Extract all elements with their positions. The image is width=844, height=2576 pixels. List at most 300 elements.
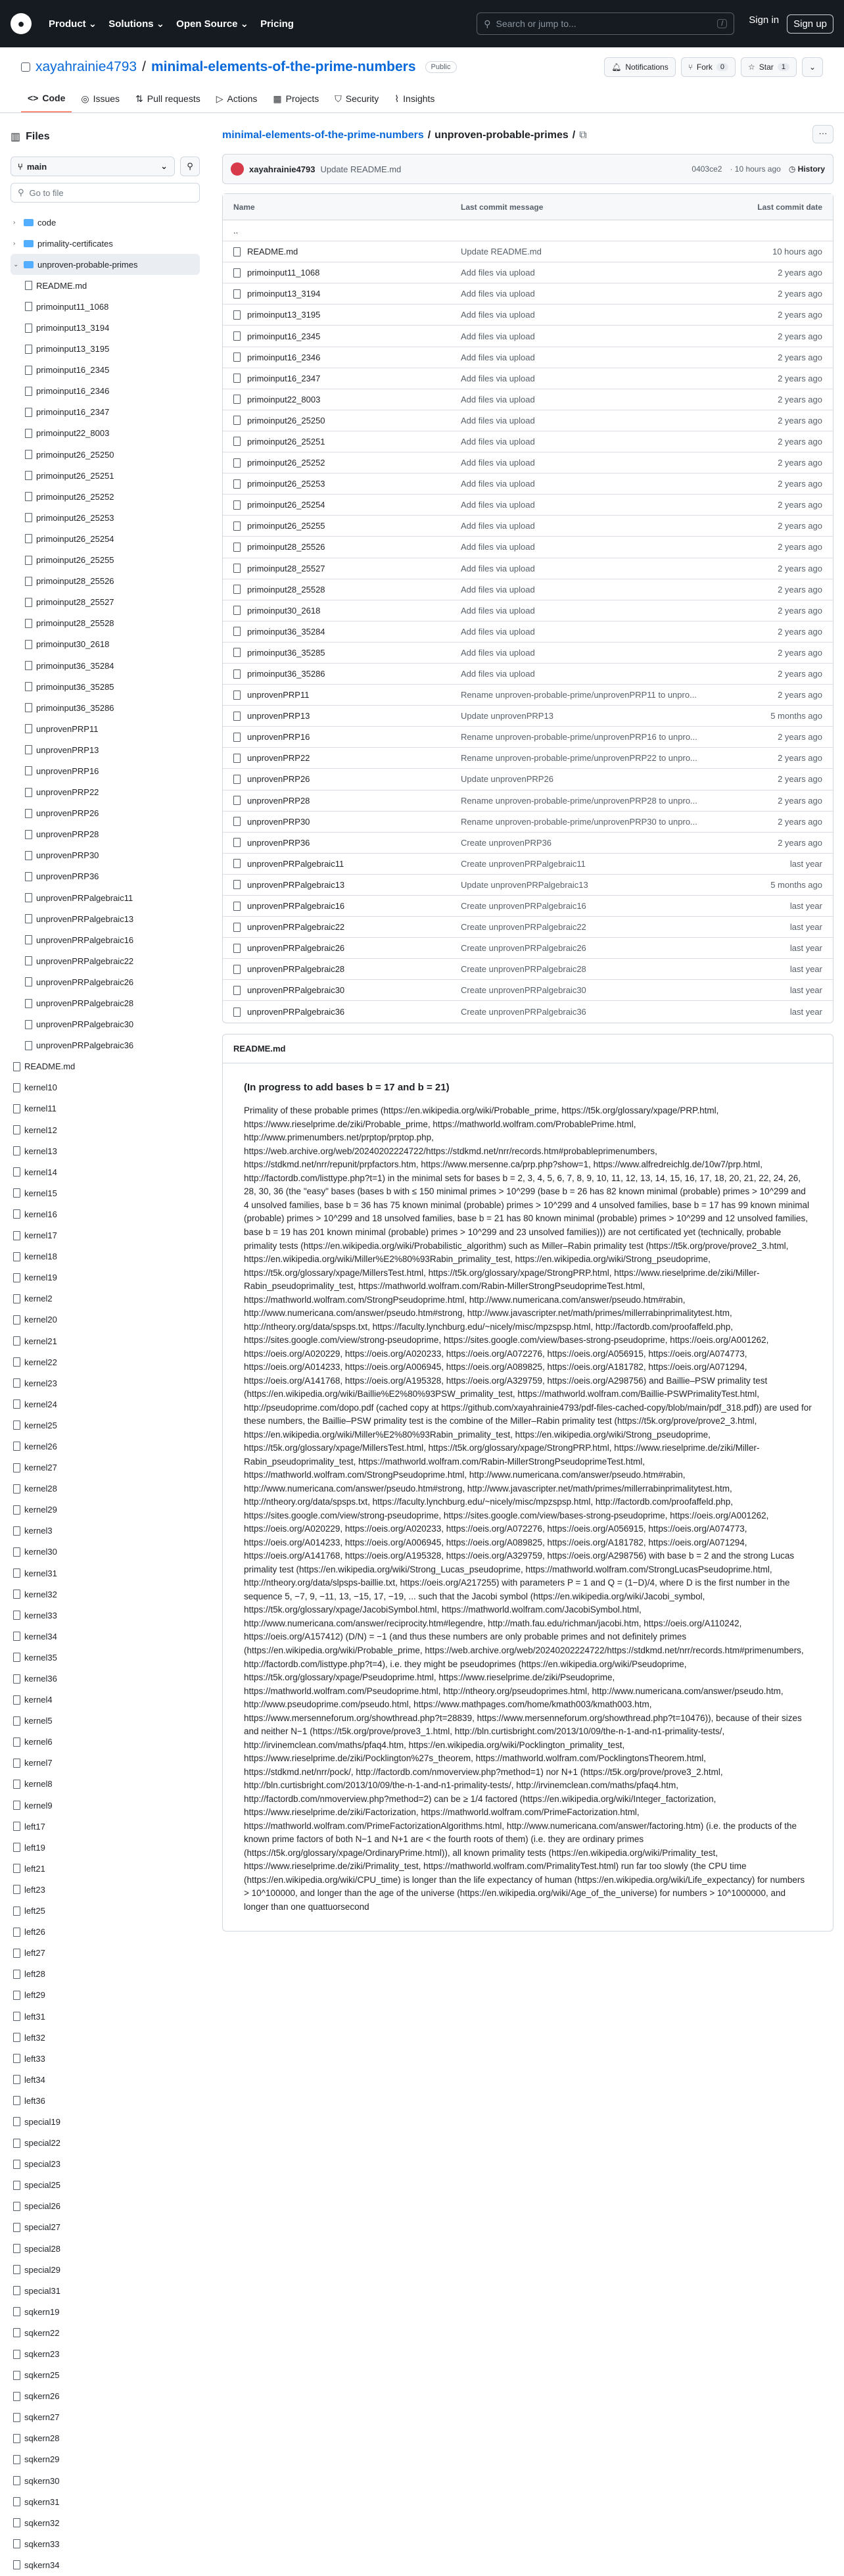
nav-pricing[interactable] xyxy=(260,18,294,30)
table-row[interactable] xyxy=(223,516,833,537)
commit-message-link[interactable]: Add files via upload xyxy=(461,521,535,531)
file-name-link[interactable]: primoinput26_25255 xyxy=(247,521,325,531)
global-search-input[interactable] xyxy=(477,12,734,35)
file-name-link[interactable]: primoinput13_3194 xyxy=(247,289,321,299)
file-name-link[interactable]: primoinput26_25252 xyxy=(247,458,325,468)
commit-message-link[interactable]: Update README.md xyxy=(461,247,542,257)
file-name-link[interactable]: unprovenPRP26 xyxy=(247,774,310,785)
file-name-link[interactable]: primoinput26_25250 xyxy=(247,415,325,425)
star-button[interactable] xyxy=(741,57,797,77)
commit-message-link[interactable]: Rename unproven-probable-prime/unprovenPRP28 to unpro... xyxy=(461,795,697,806)
table-row[interactable] xyxy=(223,621,833,643)
file-icon xyxy=(13,2518,20,2527)
commit-message-link[interactable]: Create unprovenPRP36 xyxy=(461,837,552,848)
tree-item-label: primoinput36_35284 xyxy=(36,660,114,671)
tree-file[interactable] xyxy=(11,2238,200,2259)
commit-message-link[interactable]: Add files via upload xyxy=(461,415,535,425)
tree-file[interactable] xyxy=(11,1837,200,1858)
file-name-link[interactable]: primoinput26_25253 xyxy=(247,479,325,489)
tree-file[interactable] xyxy=(11,2301,200,2322)
tree-file[interactable] xyxy=(11,1309,200,1330)
commit-author-link[interactable]: xayahrainie4793 xyxy=(249,164,316,174)
tree-file[interactable] xyxy=(11,1626,200,1647)
tree-file[interactable] xyxy=(11,1499,200,1520)
tree-file[interactable] xyxy=(11,1668,200,1689)
tree-file[interactable] xyxy=(11,1985,200,2006)
tree-file[interactable] xyxy=(11,1225,200,1246)
file-icon xyxy=(13,2096,20,2105)
tree-file[interactable] xyxy=(11,1520,200,1542)
file-name-cell xyxy=(233,1007,461,1017)
tree-file[interactable] xyxy=(11,2259,200,2280)
tree-file[interactable] xyxy=(11,1436,200,1457)
file-icon xyxy=(233,817,241,826)
file-name-cell xyxy=(233,774,461,784)
tree-file[interactable] xyxy=(11,634,200,655)
table-row[interactable] xyxy=(223,389,833,410)
table-row[interactable] xyxy=(223,241,833,262)
tree-item-label: kernel8 xyxy=(24,1779,53,1789)
table-row[interactable] xyxy=(223,664,833,685)
file-name-cell xyxy=(233,479,461,489)
tree-file[interactable] xyxy=(11,845,200,866)
tree-file[interactable] xyxy=(11,507,200,528)
table-row[interactable] xyxy=(223,537,833,558)
file-icon xyxy=(13,1505,20,1515)
file-name-link[interactable]: primoinput11_1068 xyxy=(247,268,320,278)
file-name-link[interactable]: unprovenPRPalgebraic22 xyxy=(247,922,345,933)
tree-file[interactable] xyxy=(11,2280,200,2301)
file-name-link[interactable]: primoinput13_3195 xyxy=(247,310,321,320)
table-row[interactable] xyxy=(223,748,833,769)
commit-message-link[interactable]: Add files via upload xyxy=(461,563,535,573)
tree-file[interactable] xyxy=(11,866,200,887)
table-row[interactable] xyxy=(223,706,833,727)
tree-file[interactable] xyxy=(11,550,200,571)
tree-file[interactable] xyxy=(11,1605,200,1626)
tree-file[interactable] xyxy=(11,1901,200,1922)
tree-file[interactable] xyxy=(11,1288,200,1309)
commit-message-link[interactable]: Update README.md xyxy=(320,164,402,174)
file-name-link[interactable]: primoinput36_35285 xyxy=(247,647,325,658)
sidebar-collapse-icon[interactable]: ▥ xyxy=(11,132,21,143)
tree-file[interactable] xyxy=(11,1035,200,1056)
commit-message-link[interactable]: Add files via upload xyxy=(461,626,535,637)
file-name-link[interactable]: unprovenPRPalgebraic16 xyxy=(247,901,345,911)
tree-file[interactable] xyxy=(11,1689,200,1711)
commit-message-link[interactable]: Create unprovenPRPalgebraic30 xyxy=(461,985,586,996)
tree-file[interactable] xyxy=(11,1816,200,1837)
go-to-file-input[interactable] xyxy=(11,183,200,203)
table-row[interactable] xyxy=(223,431,833,452)
table-row[interactable] xyxy=(223,262,833,283)
file-name-link[interactable]: README.md xyxy=(247,247,298,257)
table-row[interactable] xyxy=(223,980,833,1001)
table-row[interactable] xyxy=(223,220,833,241)
tree-file[interactable] xyxy=(11,1478,200,1499)
tree-file[interactable] xyxy=(11,1373,200,1394)
tree-file[interactable] xyxy=(11,1098,200,1119)
commit-message-link[interactable]: Add files via upload xyxy=(461,669,535,679)
table-row[interactable] xyxy=(223,959,833,980)
table-row[interactable] xyxy=(223,1001,833,1022)
file-name-link[interactable]: primoinput22_8003 xyxy=(247,394,321,404)
tab-security[interactable] xyxy=(328,86,385,112)
table-row[interactable] xyxy=(223,938,833,959)
copy-path-icon[interactable]: ⧉ xyxy=(579,130,587,141)
tree-file[interactable] xyxy=(11,2428,200,2449)
tree-item-label: kernel19 xyxy=(24,1273,57,1283)
file-name-link[interactable]: primoinput26_25251 xyxy=(247,436,325,447)
file-name-link[interactable]: primoinput36_35284 xyxy=(247,626,325,637)
sign-in-link[interactable]: Sign in xyxy=(749,14,780,26)
tree-folder[interactable] xyxy=(11,212,200,233)
history-button[interactable] xyxy=(789,164,825,174)
tree-file[interactable] xyxy=(11,2554,200,2575)
tree-file[interactable] xyxy=(11,528,200,549)
file-name-link[interactable]: unprovenPRPalgebraic30 xyxy=(247,985,345,996)
tree-file[interactable] xyxy=(11,2512,200,2533)
more-options-button[interactable] xyxy=(812,125,833,143)
file-name-link[interactable]: primoinput28_25527 xyxy=(247,563,325,573)
tree-item-label: special31 xyxy=(24,2285,60,2296)
file-name-cell xyxy=(233,374,461,383)
table-row[interactable] xyxy=(223,579,833,600)
table-row[interactable] xyxy=(223,600,833,621)
star-dropdown-button[interactable] xyxy=(802,57,823,77)
tree-file[interactable] xyxy=(11,971,200,992)
tree-file[interactable] xyxy=(11,1922,200,1943)
file-name-link[interactable]: primoinput28_25528 xyxy=(247,584,325,595)
tree-file[interactable] xyxy=(11,2196,200,2217)
tree-file[interactable] xyxy=(11,1267,200,1288)
tab-actions[interactable] xyxy=(210,86,264,112)
tree-file[interactable] xyxy=(11,296,200,317)
file-name-link[interactable]: unprovenPRPalgebraic36 xyxy=(247,1007,345,1017)
tree-file[interactable] xyxy=(11,1647,200,1668)
file-icon xyxy=(13,1231,20,1240)
tree-file[interactable] xyxy=(11,676,200,697)
tree-file[interactable] xyxy=(11,2111,200,2132)
tab-code[interactable] xyxy=(21,86,72,112)
tree-file[interactable] xyxy=(11,613,200,634)
tree-file[interactable] xyxy=(11,1161,200,1182)
tab-projects[interactable] xyxy=(266,86,325,112)
table-row[interactable] xyxy=(223,812,833,833)
tree-file[interactable] xyxy=(11,1542,200,1563)
tab-pull-requests[interactable] xyxy=(129,86,207,112)
tree-file[interactable] xyxy=(11,2027,200,2048)
repo-owner-link[interactable]: xayahrainie4793 xyxy=(35,59,137,74)
table-row[interactable] xyxy=(223,558,833,579)
tree-file[interactable] xyxy=(11,2322,200,2343)
commit-message-link[interactable]: Add files via upload xyxy=(461,289,535,299)
table-row[interactable] xyxy=(223,643,833,664)
file-name-link[interactable]: unprovenPRP36 xyxy=(247,837,310,848)
tree-file[interactable] xyxy=(11,486,200,507)
table-row[interactable] xyxy=(223,452,833,474)
tree-file[interactable] xyxy=(11,2069,200,2090)
tree-file[interactable] xyxy=(11,929,200,950)
nav-product[interactable] xyxy=(49,18,97,30)
commit-message-link[interactable]: Add files via upload xyxy=(461,584,535,595)
tree-item-label: left36 xyxy=(24,2095,45,2106)
file-name-link[interactable]: unprovenPRP11 xyxy=(247,690,310,700)
tree-file[interactable] xyxy=(11,2217,200,2238)
file-name-link[interactable]: primoinput30_2618 xyxy=(247,605,321,616)
tree-file[interactable] xyxy=(11,1943,200,1964)
file-name-cell xyxy=(233,564,461,573)
tree-file[interactable] xyxy=(11,1056,200,1077)
table-row[interactable] xyxy=(223,368,833,389)
tree-file[interactable] xyxy=(11,782,200,803)
tree-file[interactable] xyxy=(11,1795,200,1816)
tree-file[interactable] xyxy=(11,1415,200,1436)
table-row[interactable] xyxy=(223,304,833,326)
file-icon xyxy=(233,606,241,615)
file-name-link[interactable]: primoinput26_25254 xyxy=(247,500,325,510)
tree-file[interactable] xyxy=(11,2386,200,2407)
tree-file[interactable] xyxy=(11,2470,200,2491)
commit-message-link[interactable]: Add files via upload xyxy=(461,394,535,404)
tree-file[interactable] xyxy=(11,887,200,908)
commit-message-link[interactable]: Add files via upload xyxy=(461,458,535,468)
file-icon xyxy=(13,1949,20,1958)
commit-message-link[interactable]: Add files via upload xyxy=(461,500,535,510)
tree-file[interactable] xyxy=(11,1203,200,1225)
tree-file[interactable] xyxy=(11,1774,200,1795)
file-name-link[interactable]: unprovenPRPalgebraic13 xyxy=(247,879,345,890)
tree-file[interactable] xyxy=(11,803,200,824)
tree-file[interactable] xyxy=(11,760,200,781)
tree-file[interactable] xyxy=(11,1140,200,1161)
file-name-link[interactable]: primoinput16_2346 xyxy=(247,352,321,362)
table-row[interactable] xyxy=(223,410,833,431)
code-icon: <> xyxy=(28,93,39,103)
commit-message-link[interactable]: Create unprovenPRPalgebraic36 xyxy=(461,1007,586,1017)
tree-file[interactable] xyxy=(11,2133,200,2154)
commit-message-link[interactable]: Add files via upload xyxy=(461,647,535,658)
tab-issues[interactable] xyxy=(74,86,126,112)
tree-file[interactable] xyxy=(11,655,200,676)
tree-file[interactable] xyxy=(11,2006,200,2027)
file-name-cell xyxy=(233,985,461,995)
commit-message-link[interactable]: Add files via upload xyxy=(461,331,535,341)
table-row[interactable] xyxy=(223,854,833,875)
commit-message-link[interactable]: Update unprovenPRP13 xyxy=(461,711,553,721)
file-name-link[interactable]: primoinput16_2347 xyxy=(247,373,321,383)
tree-item-label: kernel15 xyxy=(24,1188,57,1198)
tree-file[interactable] xyxy=(11,1394,200,1415)
star-count: 1 xyxy=(778,63,789,71)
tree-file[interactable] xyxy=(11,1584,200,1605)
file-name-link[interactable]: unprovenPRPalgebraic11 xyxy=(247,858,344,869)
file-name-link[interactable]: unprovenPRP30 xyxy=(247,816,310,827)
notifications-button[interactable] xyxy=(604,57,676,77)
table-row[interactable] xyxy=(223,347,833,368)
table-row[interactable] xyxy=(223,917,833,938)
tree-file[interactable] xyxy=(11,360,200,381)
file-name-cell xyxy=(233,753,461,763)
file-icon xyxy=(25,914,32,923)
chevron-down-icon[interactable]: ⌄ xyxy=(13,260,19,268)
commit-message-link[interactable]: Create unprovenPRPalgebraic26 xyxy=(461,943,586,954)
tree-file[interactable] xyxy=(11,1077,200,1098)
commit-message-link[interactable]: Add files via upload xyxy=(461,605,535,616)
tree-file[interactable] xyxy=(11,2533,200,2554)
commit-message-link[interactable]: Add files via upload xyxy=(461,479,535,489)
tree-file[interactable] xyxy=(11,2175,200,2196)
tree-folder[interactable] xyxy=(11,254,200,275)
tree-file[interactable] xyxy=(11,1563,200,1584)
tree-file[interactable] xyxy=(11,1014,200,1035)
file-name-link[interactable]: unprovenPRP16 xyxy=(247,732,310,742)
tree-file[interactable] xyxy=(11,1457,200,1478)
commit-message-link[interactable]: Add files via upload xyxy=(461,352,535,362)
chevron-right-icon[interactable]: › xyxy=(13,239,16,247)
tree-item-label: kernel32 xyxy=(24,1589,57,1599)
tree-file[interactable] xyxy=(11,1732,200,1753)
commit-message-link[interactable]: Add files via upload xyxy=(461,436,535,447)
file-name-link[interactable]: primoinput16_2345 xyxy=(247,331,321,341)
sign-up-button[interactable]: Sign up xyxy=(787,14,833,34)
tree-file[interactable] xyxy=(11,950,200,971)
tab-security-label: Security xyxy=(345,93,379,104)
file-name-link[interactable]: primoinput36_35286 xyxy=(247,669,325,679)
tree-file[interactable] xyxy=(11,1182,200,1203)
tree-file[interactable] xyxy=(11,275,200,296)
tree-file[interactable] xyxy=(11,2491,200,2512)
tree-file[interactable] xyxy=(11,1330,200,1351)
file-name-link[interactable]: primoinput28_25526 xyxy=(247,542,325,552)
tree-file[interactable] xyxy=(11,592,200,613)
file-name-link[interactable]: unprovenPRP28 xyxy=(247,795,310,806)
tree-file[interactable] xyxy=(11,339,200,360)
table-row[interactable] xyxy=(223,727,833,748)
tree-file[interactable] xyxy=(11,1879,200,1900)
branch-selector[interactable] xyxy=(11,157,175,176)
commit-hash-link[interactable]: 0403ce2 xyxy=(692,164,722,174)
commit-message-link[interactable]: Add files via upload xyxy=(461,310,535,320)
table-row[interactable] xyxy=(223,875,833,896)
commit-message-link[interactable]: Create unprovenPRPalgebraic28 xyxy=(461,964,586,975)
file-icon xyxy=(13,2202,20,2211)
github-logo-icon[interactable]: ● xyxy=(11,13,32,34)
commit-message-link[interactable]: Rename unproven-probable-prime/unprovenPRP11 to unpro... xyxy=(461,690,697,700)
repo-name-link[interactable]: minimal-elements-of-the-prime-numbers xyxy=(151,59,416,74)
file-name-link[interactable]: unprovenPRPalgebraic28 xyxy=(247,964,345,975)
table-row[interactable] xyxy=(223,790,833,812)
tab-insights[interactable] xyxy=(388,86,441,112)
tree-file[interactable] xyxy=(11,2090,200,2111)
commit-date: 5 months ago xyxy=(770,711,822,721)
table-row[interactable] xyxy=(223,685,833,706)
table-row[interactable] xyxy=(223,495,833,516)
commit-message-link[interactable]: Update unprovenPRPalgebraic13 xyxy=(461,879,588,890)
tree-file[interactable] xyxy=(11,697,200,718)
tree-file[interactable] xyxy=(11,2154,200,2175)
tree-file[interactable] xyxy=(11,1964,200,1985)
chevron-right-icon[interactable]: › xyxy=(13,218,16,226)
table-row[interactable] xyxy=(223,896,833,917)
tree-file[interactable] xyxy=(11,1753,200,1774)
file-name-link[interactable]: unprovenPRP22 xyxy=(247,753,310,764)
repo-icon xyxy=(21,62,30,72)
tree-file[interactable] xyxy=(11,2407,200,2428)
commit-message-link[interactable]: Rename unproven-probable-prime/unprovenPRP16 to unpro... xyxy=(461,732,697,742)
commit-message-link[interactable]: Create unprovenPRPalgebraic11 xyxy=(461,858,586,869)
tree-file[interactable] xyxy=(11,1711,200,1732)
table-row[interactable] xyxy=(223,833,833,854)
search-files-button[interactable] xyxy=(180,157,200,176)
file-icon xyxy=(13,2265,20,2274)
tree-file[interactable] xyxy=(11,1858,200,1879)
file-icon xyxy=(13,1421,20,1430)
tree-file[interactable] xyxy=(11,1119,200,1140)
breadcrumb-repo-link[interactable]: minimal-elements-of-the-prime-numbers xyxy=(222,130,424,141)
tree-file[interactable] xyxy=(11,381,200,402)
table-row[interactable] xyxy=(223,326,833,347)
tree-file[interactable] xyxy=(11,2343,200,2364)
tree-file[interactable] xyxy=(11,571,200,592)
file-icon xyxy=(13,1695,20,1705)
commit-message-link[interactable]: Add files via upload xyxy=(461,373,535,383)
tree-file[interactable] xyxy=(11,2048,200,2069)
pull-request-icon: ⇅ xyxy=(135,93,143,104)
file-icon xyxy=(25,872,32,881)
tree-file[interactable] xyxy=(11,739,200,760)
tree-item-label: primoinput36_35286 xyxy=(36,702,114,713)
parent-directory-link[interactable]: .. xyxy=(233,226,239,236)
table-row[interactable] xyxy=(223,283,833,304)
file-icon xyxy=(233,331,241,341)
commit-message-link[interactable]: Create unprovenPRPalgebraic16 xyxy=(461,901,586,911)
sidebar-title: Files xyxy=(26,131,50,142)
tree-file[interactable] xyxy=(11,1246,200,1267)
file-name-link[interactable]: unprovenPRP13 xyxy=(247,711,310,721)
nav-open-source[interactable] xyxy=(176,18,248,30)
tree-folder[interactable] xyxy=(11,233,200,254)
commit-message-link[interactable]: Add files via upload xyxy=(461,542,535,552)
table-row[interactable] xyxy=(223,474,833,495)
fork-button[interactable] xyxy=(681,57,736,77)
tree-file[interactable] xyxy=(11,402,200,423)
tree-file[interactable] xyxy=(11,718,200,739)
commit-message-link[interactable]: Create unprovenPRPalgebraic22 xyxy=(461,922,586,933)
tree-file[interactable] xyxy=(11,2449,200,2470)
tree-file[interactable] xyxy=(11,1351,200,1373)
tree-file[interactable] xyxy=(11,824,200,845)
file-icon xyxy=(25,745,32,754)
tree-file[interactable] xyxy=(11,2365,200,2386)
nav-solutions[interactable] xyxy=(108,18,164,30)
commit-message-link[interactable]: Update unprovenPRP26 xyxy=(461,774,553,785)
tree-file[interactable] xyxy=(11,423,200,444)
tree-file[interactable] xyxy=(11,465,200,486)
tree-file[interactable] xyxy=(11,317,200,338)
commit-message-link[interactable]: Rename unproven-probable-prime/unprovenPRP22 to unpro... xyxy=(461,753,697,764)
commit-message-link[interactable]: Rename unproven-probable-prime/unprovenPRP30 to unpro... xyxy=(461,816,697,827)
tree-file[interactable] xyxy=(11,908,200,929)
tree-file[interactable] xyxy=(11,444,200,465)
avatar[interactable] xyxy=(231,162,244,176)
tree-file[interactable] xyxy=(11,992,200,1013)
commit-message-link[interactable]: Add files via upload xyxy=(461,268,535,278)
tree-item-label: kernel17 xyxy=(24,1230,57,1241)
tree-item-label: kernel24 xyxy=(24,1399,57,1409)
table-row[interactable] xyxy=(223,769,833,790)
file-name-link[interactable]: unprovenPRPalgebraic26 xyxy=(247,943,345,954)
